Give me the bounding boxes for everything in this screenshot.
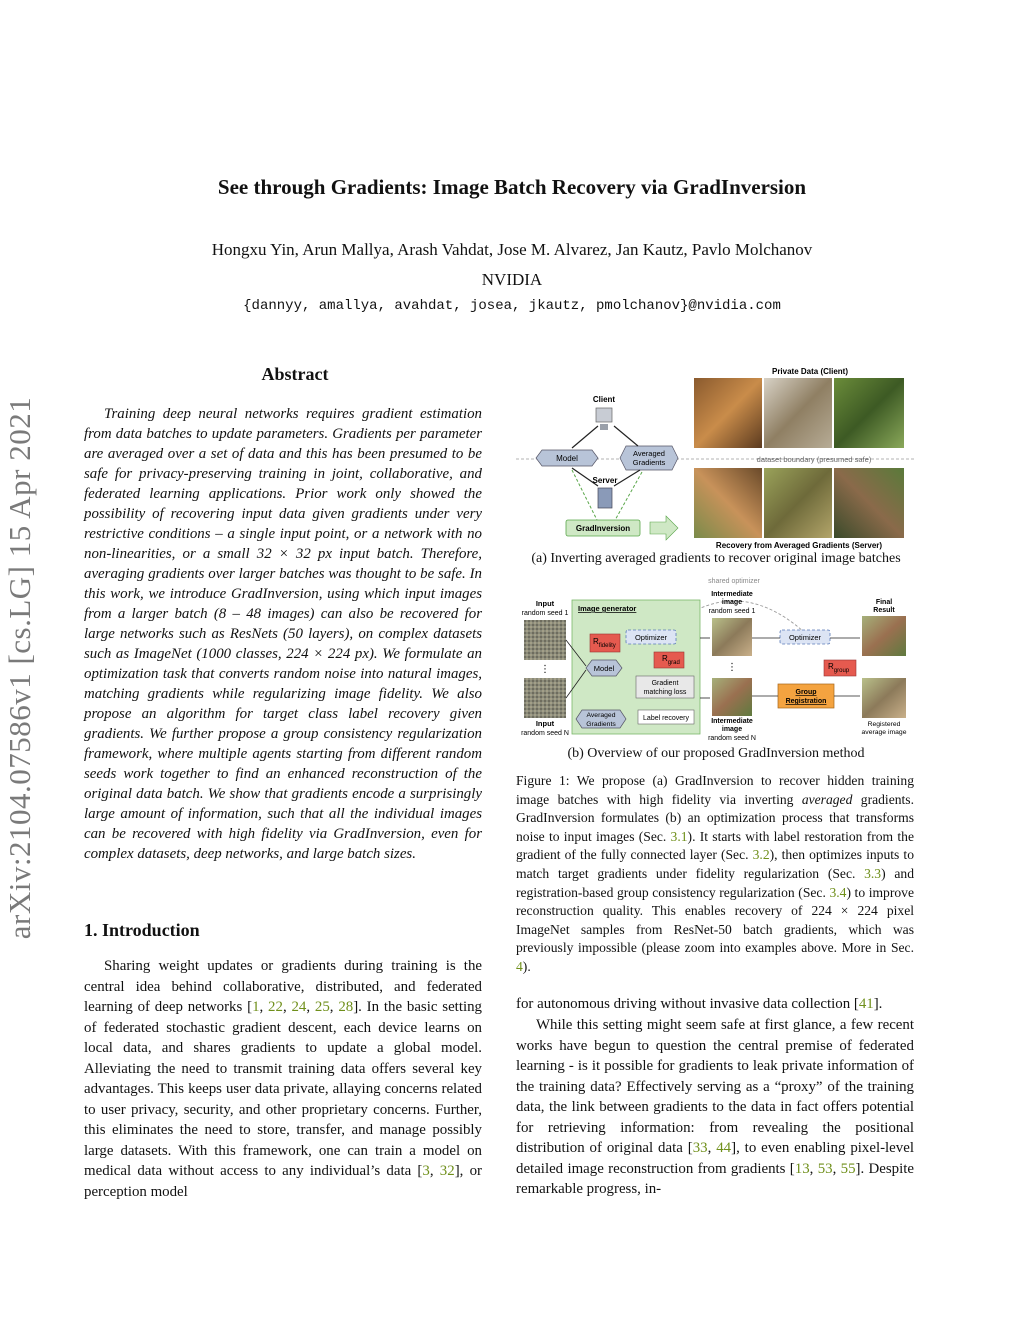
intermediate-top-seed: random seed 1	[708, 608, 756, 615]
right-column-paragraph: While this setting might seem safe at first glance, a few recent works have begun to question the central premise of federated learning - is it possible for gradients to leak private information of the training data? Effectively serving as a “proxy” of the training data, the link between gradients to the data in fact offers potential for retrieving information: from revealing the positional distribution of original data [33, 44], to even enabling pixel-level detailed image reconstruction from gradients [13, 53, 55]. Despite remarkable progress, in-	[516, 1017, 914, 1197]
server-label: Server	[592, 476, 618, 485]
citation-link[interactable]: 25	[314, 999, 330, 1015]
intermediate-top-label: Intermediate	[711, 591, 753, 598]
registered-label: average image	[861, 729, 907, 736]
dashed-arrow	[614, 472, 642, 522]
seed-top-label: random seed 1	[521, 610, 569, 617]
figure-1-caption: Figure 1: We propose (a) GradInversion to recover hidden training image batches with high fidelity via inverting averaged gradients. GradInversion formulates (b) an optimization process that transforms noise to input images (Sec. 3.1). It starts with label restoration from the gradient of the fully connected layer (Sec. 3.2), then optimizes inputs to match target gradients under fidelity regularization (Sec. 3.3) and registration-based group consistency regularization (Sec. 3.4) to improve reconstruction quality. This enables recovery of 224 × 224 pixel ImageNet samples from ResNet-50 batch gradients, which was previously impossible (please zoom into examples above. More in Sec. 4).	[516, 773, 914, 974]
intermediate-image	[712, 618, 752, 656]
averaged-gradients-label: Gradients	[632, 458, 666, 467]
intermediate-image	[712, 678, 752, 716]
client-icon	[596, 408, 612, 422]
gradient-matching-label: matching loss	[643, 689, 687, 696]
model-label: Model	[556, 454, 578, 463]
optimizer-label: Optimizer	[634, 633, 668, 642]
section-link[interactable]: 3.1	[670, 828, 688, 844]
r-grad-label: $R_{grad}$	[662, 654, 680, 666]
citation-link[interactable]: 28	[338, 999, 354, 1015]
group-registration-label: Registration	[785, 698, 827, 705]
intermediate-bottom-label: image	[721, 726, 743, 733]
private-image	[694, 378, 762, 448]
section-link[interactable]: 4	[516, 958, 523, 974]
intermediate-bottom-seed: random seed N	[708, 735, 756, 742]
noise-input-image	[524, 678, 566, 718]
abstract-heading: Abstract	[261, 364, 329, 384]
figure-1a-diagram	[514, 362, 918, 552]
recovered-image	[834, 468, 904, 538]
email-list: {dannyy, amallya, avahdat, josea, jkautz, pmolchanov}@nvidia.com	[243, 298, 781, 314]
recovered-image	[694, 468, 762, 538]
final-result-label: Final	[875, 599, 893, 606]
author-list: Hongxu Yin, Arun Mallya, Arash Vahdat, Jose M. Alvarez, Jan Kautz, Pavlo Molchanov	[211, 240, 813, 259]
intermediate-top-label: image	[721, 599, 743, 606]
affiliation: NVIDIA	[481, 270, 543, 289]
averaged-gradients-label: Averaged	[633, 449, 665, 458]
optimizer-label: Optimizer	[788, 633, 822, 642]
flow-arrow	[614, 470, 640, 486]
flow-arrow	[614, 426, 638, 446]
r-group-label: $R_{group}$	[828, 662, 850, 674]
registered-label: Registered	[867, 721, 901, 728]
seed-bottom-label: random seed N	[521, 730, 569, 737]
noise-input-image	[524, 620, 566, 660]
recovered-image	[764, 468, 832, 538]
ellipsis: ⋮	[540, 664, 550, 675]
citation-link[interactable]: 24	[291, 999, 307, 1015]
citation-link[interactable]: 53	[817, 1160, 833, 1177]
gradient-matching-label: Gradient	[651, 680, 679, 687]
section-link[interactable]: 3.2	[752, 847, 770, 863]
arxiv-stamp: arXiv:2104.07586v1 [cs.LG] 15 Apr 2021	[2, 396, 37, 940]
introduction-heading: 1. Introduction	[84, 920, 200, 940]
averaged-gradients-label: Gradients	[586, 721, 616, 728]
citation-link[interactable]: 33	[692, 1140, 708, 1156]
abstract-body: Training deep neural networks requires gradient estimation from data batches to update parameters. Gradients per parameter are averaged over a set of data and this has been presumed to be safe for privacy-preserving training in joint, collaborative, and federated learning applications. Prior work only showed the possibility of recovering input data given gradients under very restrictive conditions – a single input point, or a network with no non-linearities, or a small 32 × 32 px input batch. Therefore, averaging gradients over larger batches was thought to be safe. In this work, we introduce GradInversion, using which input images from a larger batch (8 – 48 images) can also be recovered for large networks such as ResNets (50 layers), on complex datasets such as ImageNet (1000 classes, 224 × 224 px). We formulate an optimization task that converts random noise into natural images, matching gradients while regularizing image fidelity. We also propose an algorithm for target class label recovery given gradients. We further propose a group consistency regularization framework, where multiple agents starting from different random seeds work together to find an enhanced reconstruction of the original data batch. We show that gradients encode a surprisingly large amount of information, such that all the individual images can be recovered with high fidelity via GradInversion, even for complex datasets, deep networks, and large batch sizes.	[84, 406, 482, 862]
recovery-arrow	[650, 516, 678, 540]
private-image	[834, 378, 904, 448]
ellipsis: ⋮	[727, 662, 737, 673]
citation-link[interactable]: 32	[439, 1163, 455, 1179]
private-data-label: Private Data (Client)	[771, 367, 849, 376]
r-fidelity-label: $R_{fidelity}$	[593, 637, 616, 649]
citation-link[interactable]: 44	[716, 1140, 732, 1156]
recovery-label: Recovery from Averaged Gradients (Server)	[715, 541, 883, 550]
input-top-label: Input	[535, 599, 555, 608]
section-link[interactable]: 3.4	[829, 884, 847, 900]
final-result-image	[862, 616, 906, 656]
group-registration-label: Group	[795, 689, 817, 696]
citation-link[interactable]: 3	[422, 1163, 430, 1179]
figure-1a-caption: (a) Inverting averaged gradients to recover original image batches	[531, 551, 901, 566]
citation-link[interactable]: 55	[840, 1160, 856, 1177]
final-result-label: Result	[873, 607, 895, 614]
input-bottom-label: Input	[535, 719, 555, 728]
figure-1b-caption: (b) Overview of our proposed GradInversion method	[567, 746, 865, 761]
server-icon	[598, 488, 612, 508]
shared-optimizer-label: shared optimizer	[708, 578, 760, 585]
flow-arrow	[572, 426, 598, 448]
client-icon	[600, 424, 608, 430]
figure-1b-diagram	[514, 574, 918, 744]
label-recovery-label: Label recovery	[643, 715, 689, 722]
intermediate-bottom-label: Intermediate	[711, 718, 753, 725]
registered-image	[862, 678, 906, 718]
private-image	[764, 378, 832, 448]
right-column-paragraph: for autonomous driving without invasive data collection [41].	[516, 996, 883, 1012]
citation-link[interactable]: 1	[252, 999, 260, 1015]
averaged-gradients-label: Averaged	[586, 712, 616, 719]
citation-link[interactable]: 13	[794, 1160, 810, 1177]
introduction-paragraph: Sharing weight updates or gradients during training is the central idea behind collaborative, distributed, and federated learning of deep networks [1, 22, 24, 25, 28]. In the basic setting of federated stochastic gradient descent, each device learns on local data, and shares gradients to update a global model. Alleviating the need to transmit training data offers several key advantages. This keeps user data private, allaying concerns related to user privacy, security, and other proprietary concerns. Further, this eliminates the need to store, transfer, and manage possibly large datasets. With this framework, one can train a model on medical data without access to any individual’s data [3, 32], or perception model	[84, 958, 482, 1200]
paper-title: See through Gradients: Image Batch Recovery via GradInversion	[217, 175, 807, 199]
citation-link[interactable]: 22	[268, 999, 283, 1015]
client-label: Client	[592, 395, 616, 404]
boundary-label: dataset boundary (presumed safe)	[756, 455, 872, 464]
model-label: Model	[593, 664, 615, 673]
section-link[interactable]: 3.3	[864, 865, 882, 881]
citation-link[interactable]: 41	[858, 996, 874, 1012]
gradinversion-label: GradInversion	[575, 524, 631, 533]
image-generator-label: Image generator	[578, 604, 637, 613]
